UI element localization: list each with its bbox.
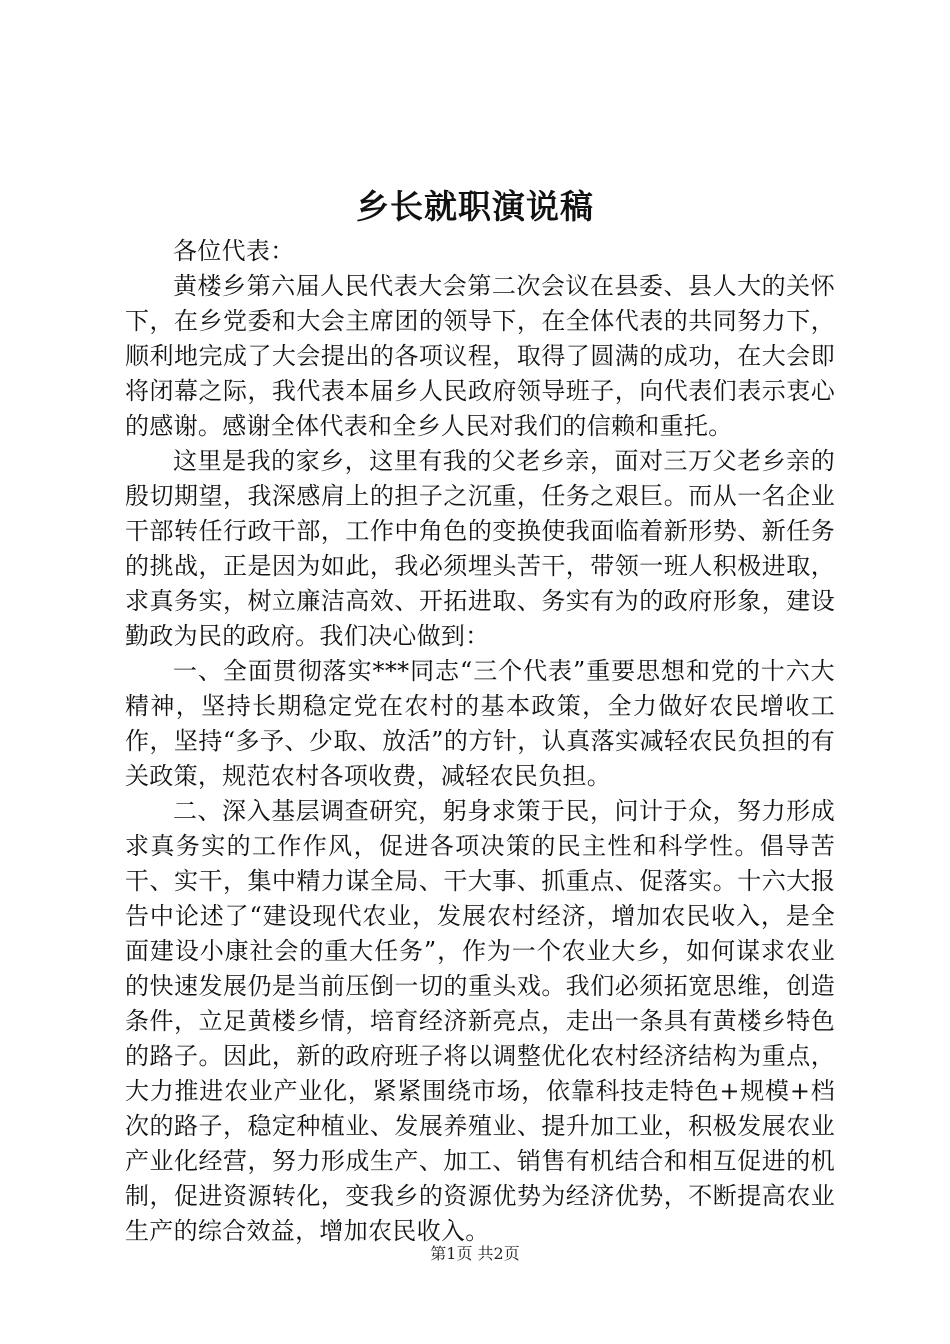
document-title: 乡长就职演说稿 [356, 187, 594, 226]
paragraph-2: 这里是我的家乡，这里有我的父老乡亲，面对三万父老乡亲的殷切期望，我深感肩上的担子之沉重，任务之艰巨。而从一名企业干部转任行政干部，工作中角色的变换使我面临着新形势、新任务的挑战，正是因为如此，我必须埋头苦干，带领一班人积极进取，求真务实，树立廉洁高效、开拓进取、务实有为的政府形象，建设勤政为民的政府。我们决心做到： [125, 447, 835, 650]
salutation: 各位代表： [173, 237, 295, 265]
document-body [125, 234, 835, 1249]
page-number-footer: 第1页 共2页 [430, 1244, 520, 1263]
paragraph-3: 一、全面贯彻落实***同志“三个代表”重要思想和党的十六大精神，坚持长期稳定党在农村的基本政策，全力做好农民增收工作，坚持“多予、少取、放活”的方针，认真落实减轻农民负担的有关政策，规范农村各项收费，减轻农民负担。 [125, 657, 835, 790]
paragraph-1: 黄楼乡第六届人民代表大会第二次会议在县委、县人大的关怀下，在乡党委和大会主席团的领导下，在全体代表的共同努力下，顺利地完成了大会提出的各项议程，取得了圆满的成功，在大会即将闭幕之际，我代表本届乡人民政府领导班子，向代表们表示衷心的感谢。感谢全体代表和全乡人民对我们的信赖和重托。 [125, 272, 835, 440]
paragraph-4: 二、深入基层调查研究，躬身求策于民，问计于众，努力形成求真务实的工作作风，促进各项决策的民主性和科学性。倡导苦干、实干，集中精力谋全局、干大事、抓重点、促落实。十六大报告中论述了“建设现代农业，发展农村经济，增加农民收入，是全面建设小康社会的重大任务”，作为一个农业大乡，如何谋求农业的快速发展仍是当前压倒一切的重头戏。我们必须拓宽思维，创造条件，立足黄楼乡情，培育经济新亮点，走出一条具有黄楼乡特色的路子。因此，新的政府班子将以调整优化农村经济结构为重点，大力推进农业产业化，紧紧围绕市场，依靠科技走特色+规模+档次的路子，稳定种植业、发展养殖业、提升加工业，积极发展农业产业化经营，努力形成生产、加工、销售有机结合和相互促进的机制，促进资源转化，变我乡的资源优势为经济优势，不断提高农业生产的综合效益，增加农民收入。 [125, 797, 835, 1245]
